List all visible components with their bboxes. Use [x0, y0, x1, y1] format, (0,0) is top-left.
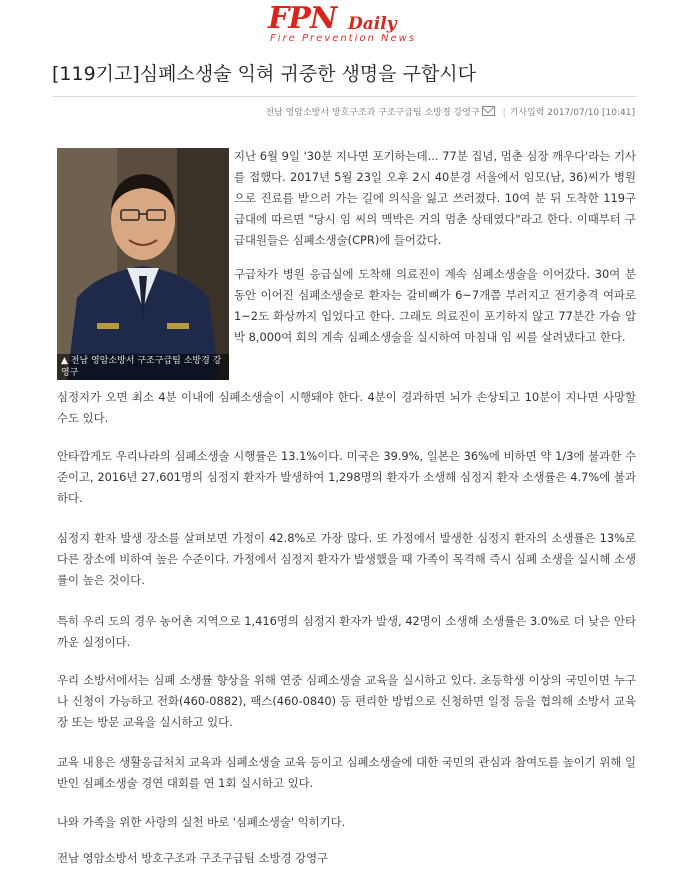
article-title: [119기고]심폐소생술 익혀 귀중한 생명을 구합시다 — [52, 63, 476, 85]
byline: 전남 영암소방서 방호구조과 구조구급팀 소방경 강영구 — [265, 108, 480, 118]
paragraph-8: 교육 내용은 생활응급처치 교육과 심폐소생술 교육 등이고 심폐소생술에 대한 국민의 관심과 참여도를 높이기 위해 일반인 심폐소생술 경연 대회를 연 1회 실시하고 있다. — [57, 755, 636, 790]
logo-daily: Daily — [348, 14, 397, 34]
email-icon[interactable] — [482, 106, 495, 116]
paragraph-9: 나와 가족을 위한 사랑의 실천 바로 '심폐소생술' 익히기다. — [57, 815, 346, 829]
logo-subtitle: Fire Prevention News — [270, 33, 417, 44]
paragraph-5: 심정지 환자 발생 장소를 살펴보면 가정이 42.8%로 가장 많다. 또 가정에서 발생한 심정지 환자의 소생률은 13%로 다른 장소에 비하여 높은 수준이다. 가정에서 심정지 환자가 발생했을 때 가족이 목격해 즉시 심폐 소생을 실시해 소생률이 높은 것이다. — [57, 531, 636, 587]
paragraph-1: 지난 6월 9일 '30분 지나면 포기하는데... 77분 집념, 멈춘 심장 깨우다'라는 기사를 접했다. 2017년 5월 23일 오후 2시 40분경 서울에서 임모(남, 36)씨가 병원으로 진료를 받으러 가는 길에 의식을 잃고 쓰러졌다. 10여 분 뒤 도착한 119구급대에 따르면 "당시 임 씨의 맥박은 거의 멈춘 상태였다"라고 한다. 이때부터 구급대원들은 심폐소생술(CPR)에 들어갔다. — [234, 149, 636, 247]
logo-main: FPN — [268, 1, 337, 36]
article-date: 2017/07/10 [10:41] — [547, 108, 635, 118]
site-header — [0, 0, 687, 48]
paragraph-2: 구급차가 병원 응급실에 도착해 의료진이 계속 심폐소생술을 이어갔다. 30여 분 동안 이어진 심폐소생술로 환자는 갈비뼈가 6~7개쯤 부러지고 전기충격 여파로 1~2도 화상까지 입었다고 한다. 그래도 의료진이 포기하지 않고 77분간 가슴 압박 8,000여 회의 계속 심폐소생술을 실시하여 마침내 임 씨를 살려냈다고 한다. — [234, 267, 636, 344]
paragraph-6: 특히 우리 도의 경우 농어촌 지역으로 1,416명의 심정지 환자가 발생, 42명이 소생해 소생률은 3.0%로 더 낮은 안타까운 실정이다. — [57, 614, 636, 649]
author-signature: 전남 영암소방서 방호구조과 구조구급팀 소방경 강영구 — [57, 851, 329, 865]
paragraph-7: 우리 소방서에서는 심폐 소생률 향상을 위해 연중 심폐소생술 교육을 실시하고 있다. 초등학생 이상의 국민이면 누구나 신청이 가능하고 전화(460-0882), 팩스(460-0840) 등 편리한 방법으로 신청하면 일정 등을 협의해 소방서 교육장 또는 방문 교육을 실시하고 있다. — [57, 673, 636, 729]
site-logo[interactable] — [268, 1, 468, 46]
article-meta — [265, 106, 635, 120]
author-photo — [57, 148, 229, 380]
date-label: 기사입력 — [509, 108, 545, 118]
photo-caption: ▲ 전남 영암소방서 구조구급팀 소방경 강영구 — [57, 354, 229, 380]
paragraph-3: 심정지가 오면 최소 4분 이내에 심폐소생술이 시행돼야 한다. 4분이 경과하면 뇌가 손상되고 10분이 지나면 사망할 수도 있다. — [57, 390, 636, 425]
meta-separator: | — [502, 108, 506, 118]
title-divider — [52, 96, 637, 97]
portrait-illustration — [57, 148, 229, 380]
paragraph-4: 안타깝게도 우리나라의 심폐소생술 시행률은 13.1%이다. 미국은 39.9%, 일본은 36%에 비하면 약 1/3에 불과한 수준이고, 2016년 27,601명의 심정지 환자가 발생하여 1,298명의 환자가 소생해 심정지 환자 소생률은 4.7%에 불과하다. — [57, 449, 636, 505]
